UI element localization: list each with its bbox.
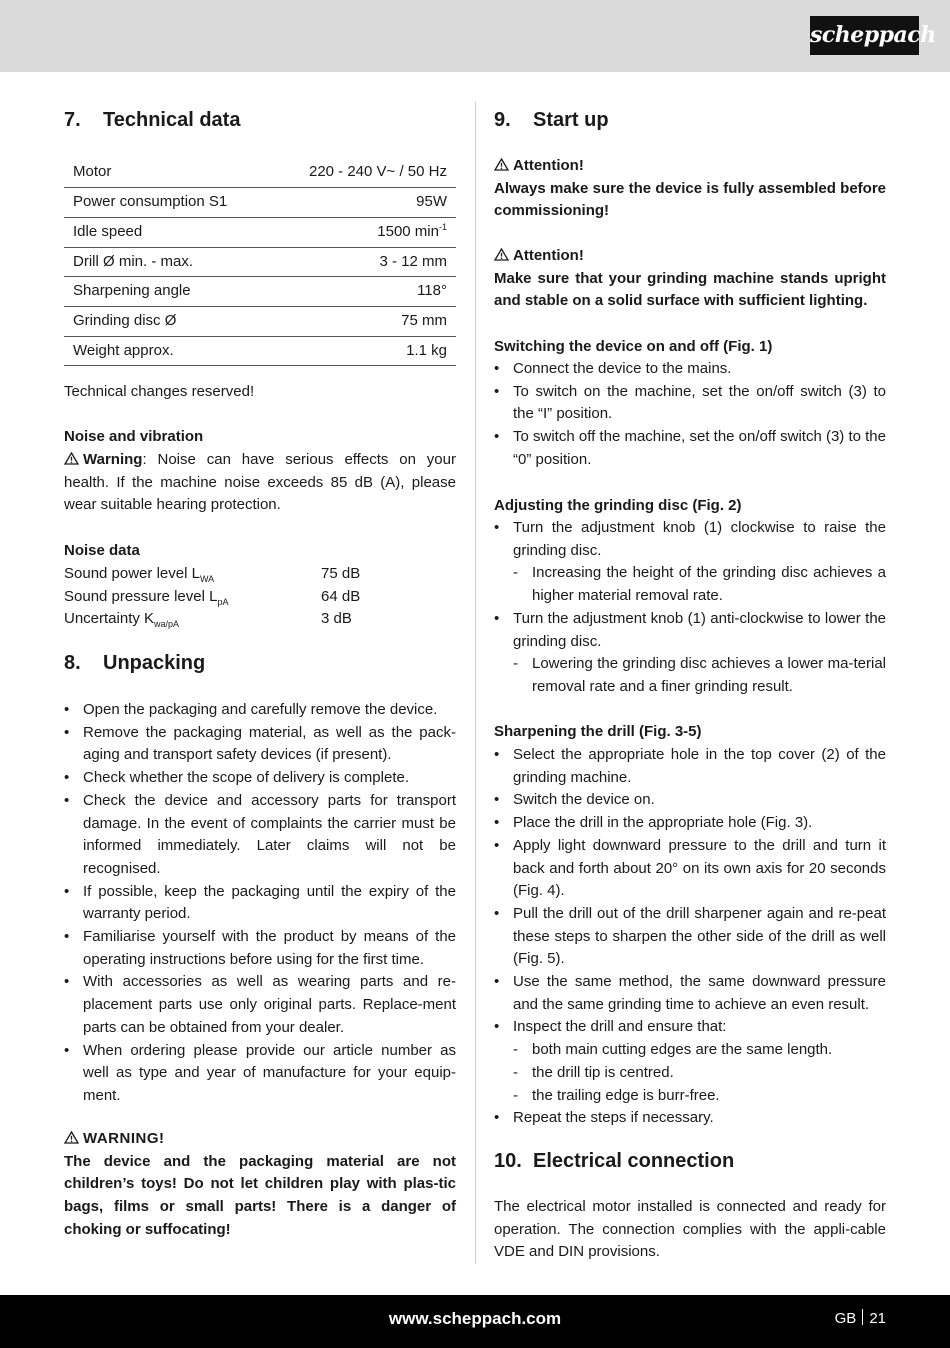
list-item: - the drill tip is centred. [494, 1062, 886, 1085]
warning-triangle-icon [64, 452, 79, 465]
noise-data-row [64, 608, 456, 631]
list-item: • Inspect the drill and ensure that: [494, 1016, 886, 1039]
tech-value: 3 - 12 mm [270, 247, 456, 277]
list-item: • Apply light downward pressure to the drill and turn it back and forth about 20° on its own axis for 20 seconds (Fig. 4). [494, 835, 886, 903]
warning-triangle-icon [494, 248, 509, 261]
list-item: • Pull the drill out of the drill sharpener again and re-peat these steps to sharpen the other side of the drill as well (Fig. 5). [494, 903, 886, 971]
page-footer [0, 1295, 950, 1348]
section-title-electrical: 10. Electrical connection [494, 1150, 735, 1172]
tech-table-row [64, 217, 456, 247]
tech-table-row [64, 306, 456, 336]
page-number: GB 21 [834, 1310, 886, 1327]
noise-warning-text: Warning: Noise can have serious effects on your health. If the machine noise exceeds 85 dB (A), please wear suitable hearing protection. [64, 451, 456, 514]
tech-label: Weight approx. [64, 336, 270, 366]
noise-value: 75 dB [321, 565, 361, 582]
attention-assembled: Attention! Always make sure the device is fully assembled before commissioning! [494, 157, 886, 220]
noise-value: 64 dB [321, 587, 361, 605]
tech-label: Idle speed [64, 217, 270, 247]
adjusting-title: Adjusting the grinding disc (Fig. 2) [494, 497, 742, 514]
list-item: • To switch off the machine, set the on/off switch (3) to the “0” position. [494, 426, 886, 471]
tech-label: Sharpening angle [64, 277, 270, 307]
tech-label: Grinding disc Ø [64, 306, 270, 336]
section-title-start-up: 9. Start up [494, 109, 609, 131]
section-title-technical-data: 7. Technical data [64, 109, 241, 131]
warning-triangle-icon [64, 1131, 79, 1144]
list-item: • To switch on the machine, set the on/off switch (3) to the “I” position. [494, 381, 886, 426]
unpacking-list [64, 699, 456, 1108]
list-item: • Switch the device on. [494, 789, 886, 812]
website-link[interactable]: www.scheppach.com [388, 1309, 562, 1328]
noise-value: 3 dB [321, 610, 352, 628]
list-item: - Increasing the height of the grinding disc achieves a higher material removal rate. [494, 562, 886, 607]
brand-logo: scheppach [810, 16, 919, 55]
electrical-text: The electrical motor installed is connected and ready for operation. The connection complies with the appli-cable VDE and DIN provisions. [494, 1198, 886, 1261]
children-warning: WARNING! The device and the packaging material are not children’s toys! Do not let children play with plas-tic bags, films or small parts! There is a danger of choking or suffocating! [64, 1130, 456, 1238]
list-item: • With accessories as well as wearing parts and re-placement parts use only original parts. Replace-ment parts can be obtained from your dealer. [64, 971, 456, 1039]
tech-table-row [64, 188, 456, 218]
switching-title: Switching the device on and off (Fig. 1) [494, 338, 773, 355]
adjusting-list [494, 517, 886, 699]
list-item: - Lowering the grinding disc achieves a lower ma-terial removal rate and a finer grinding result. [494, 653, 886, 698]
attention-stable: Attention! Make sure that your grinding machine stands upright and stable on a solid surface with sufficient lighting. [494, 247, 886, 310]
list-item: • Repeat the steps if necessary. [494, 1107, 886, 1130]
list-item: • Remove the packaging material, as well as the pack-aging and transport safety devices (if present). [64, 722, 456, 767]
sharpening-list [494, 744, 886, 1130]
tech-label: Motor [64, 158, 270, 188]
list-item: • Open the packaging and carefully remove the device. [64, 699, 456, 722]
noise-label: Uncertainty $K_{wa/pA}$ [64, 610, 180, 630]
list-item: - both main cutting edges are the same length. [494, 1039, 886, 1062]
tech-label: Drill Ø min. - max. [64, 247, 270, 277]
list-item: • Turn the adjustment knob (1) anti-clockwise to lower the grinding disc. [494, 608, 886, 653]
list-item: • When ordering please provide our article number as well as type and year of manufacture for your equip-ment. [64, 1040, 456, 1108]
list-item: • Connect the device to the mains. [494, 358, 886, 381]
list-item: • Place the drill in the appropriate hole (Fig. 3). [494, 812, 886, 835]
tech-value: 1500 $\min^{-1}$ [270, 217, 456, 247]
tech-table-row [64, 336, 456, 366]
list-item: • Turn the adjustment knob (1) clockwise to raise the grinding disc. [494, 517, 886, 562]
list-item: • Select the appropriate hole in the top cover (2) of the grinding machine. [494, 744, 886, 789]
page-header [0, 0, 950, 72]
noise-data-row [64, 563, 456, 586]
warning-triangle-icon [494, 158, 509, 171]
section-title-unpacking: 8. Unpacking [64, 652, 206, 674]
tech-table-row [64, 277, 456, 307]
list-item: • Check the device and accessory parts for transport damage. In the event of complaints the carrier must be informed immediately. Later claims will not be recognised. [64, 790, 456, 881]
noise-label: Sound power level $L_{WA}$ [64, 565, 215, 584]
list-item: • Familiarise yourself with the product by means of the operating instructions before using for the first time. [64, 926, 456, 971]
list-item: • If possible, keep the packaging until the expiry of the warranty period. [64, 881, 456, 926]
list-item: • Check whether the scope of delivery is complete. [64, 767, 456, 790]
switching-list [494, 358, 886, 472]
sharpening-title: Sharpening the drill (Fig. 3-5) [494, 723, 702, 740]
technical-changes-note: Technical changes reserved! [64, 383, 255, 400]
tech-table-row [64, 158, 456, 188]
column-divider [475, 102, 476, 1264]
tech-value: 220 - 240 V~ / 50 Hz [270, 158, 456, 188]
noise-data-row [64, 586, 456, 609]
tech-value: 95W [270, 188, 456, 218]
technical-data-table [64, 158, 456, 366]
noise-vibration-title: Noise and vibration [64, 428, 204, 445]
noise-data-title: Noise data [64, 542, 140, 559]
list-item: • Use the same method, the same downward pressure and the same grinding time to achieve an even result. [494, 971, 886, 1016]
tech-value: 118° [270, 277, 456, 307]
tech-table-row [64, 247, 456, 277]
tech-label: Power consumption S1 [64, 188, 270, 218]
tech-value: 75 mm [270, 306, 456, 336]
list-item: - the trailing edge is burr-free. [494, 1085, 886, 1108]
noise-label: Sound pressure level $L_{pA}$ [64, 587, 229, 607]
tech-value: 1.1 kg [270, 336, 456, 366]
